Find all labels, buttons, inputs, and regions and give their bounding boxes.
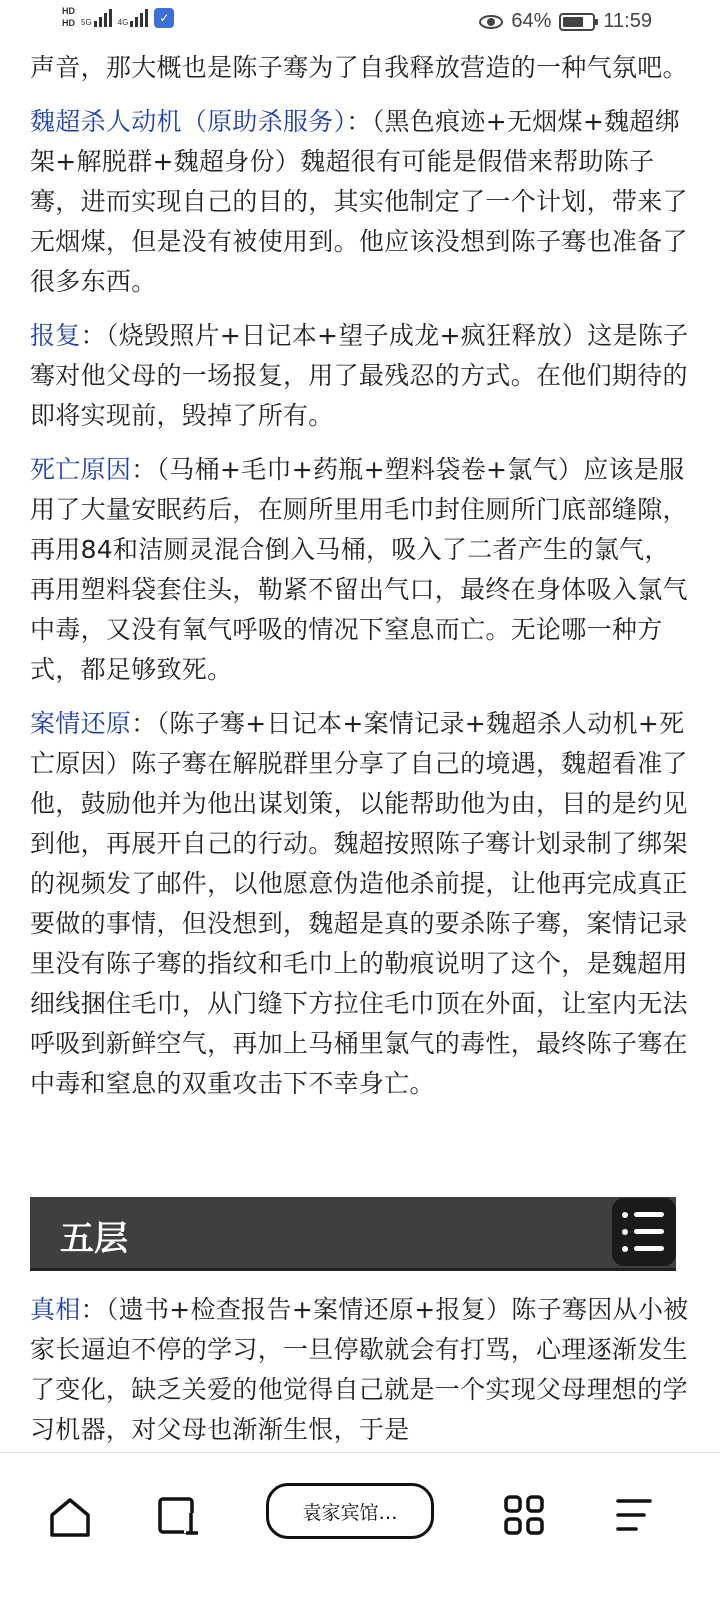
list-bullet-icon [622,1229,628,1235]
signal-bars-icon [130,9,148,27]
table-of-contents-button[interactable] [612,1198,676,1266]
section-paragraph [30,102,690,302]
current-page-tab-button[interactable] [266,1483,434,1539]
status-left [62,6,174,29]
signal-group-2 [118,9,149,27]
battery-icon [559,13,595,31]
section-body: ：（马桶+毛巾+药瓶+塑料袋卷+氯气）应该是服用了大量安眠药后，在厕所里用毛巾封住厕所门底部缝隙，再用84和洁厕灵混合倒入马桶，吸入了二者产生的氯气，再用塑料袋套住头，勒紧不留出气口，最终在身体吸入氯气中毒，又没有氧气呼吸的情况下窒息而亡。无论哪一种方式，都足够致死。 [30,455,688,684]
section-title-link[interactable]: 真相 [30,1295,81,1324]
section-paragraph [30,450,690,690]
section-header-title: 五层 [60,1219,128,1259]
intro-paragraph: 声音，那大概也是陈子骞为了自我释放营造的一种气氛吧。 [30,53,688,82]
section-paragraph [30,704,690,1104]
net-type-1: 5G [81,17,92,27]
bottom-navigation [0,1452,720,1601]
eye-comfort-icon [479,15,503,29]
section-body: ：（烧毁照片+日记本+望子成龙+疯狂释放）这是陈子骞对他父母的一场报复，用了最残忍的方式。在他们期待的即将实现前，毁掉了所有。 [30,321,689,430]
article-content [30,48,690,1118]
apps-grid-icon[interactable] [504,1495,544,1535]
tabs-icon[interactable] [158,1495,200,1535]
hd-top-label: HD [62,6,75,16]
section-title-link[interactable]: 报复 [30,321,81,350]
hd-indicator [62,6,75,29]
section-title-link[interactable]: 案情还原 [30,709,132,738]
list-bullet-icon [622,1246,628,1252]
battery-percent: 64% [511,10,552,32]
section-paragraph [30,316,690,436]
section-body: ：（黑色痕迹+无烟煤+魏超绑架+解脱群+魏超身份）魏超很有可能是假借来帮助陈子骞，进而实现自己的目的，其实他制定了一个计划，带来了无烟煤，但是没有被使用到。他应该没想到陈子骞也准备了很多东西。 [30,107,688,296]
hd-bottom-label: HD [62,18,75,28]
section-title-link[interactable]: 魏超杀人动机（原助杀服务） [30,107,347,136]
notification-app-icon: ✓ [154,8,174,28]
section-header-bar [30,1197,676,1271]
net-type-2: 4G [117,17,129,27]
current-page-title: 袁家宾馆… [302,1501,398,1524]
status-bar [0,0,720,48]
section-title-link[interactable]: 死亡原因 [30,455,132,484]
section-paragraph [30,1290,690,1450]
signal-bars-icon [94,9,112,27]
clock: 11:59 [603,10,652,32]
menu-icon[interactable] [614,1495,654,1535]
list-bullet-icon [622,1212,628,1218]
signal-group-1 [81,9,112,27]
section-body: ：（遗书+检查报告+案情还原+报复）陈子骞因从小被家长逼迫不停的学习，一旦停歇就会有打骂，心理逐渐发生了变化，缺乏关爱的他觉得自己就是一个实现父母理想的学习机器，对父母也渐渐生恨，于是 [30,1295,689,1444]
status-right [479,10,652,33]
home-icon[interactable] [48,1495,92,1539]
section-body: ：（陈子骞+日记本+案情记录+魏超杀人动机+死亡原因）陈子骞在解脱群里分享了自己的境遇，魏超看准了他，鼓励他并为他出谋划策，以能帮助他为由，目的是约见到他，再展开自己的行动。魏超按照陈子骞计划录制了绑架的视频发了邮件，以他愿意伪造他杀前提，让他再完成真正要做的事情，但没想到，魏超是真的要杀陈子骞，案情记录里没有陈子骞的指纹和毛巾上的勒痕说明了这个，是魏超用细线捆住毛巾，从门缝下方拉住毛巾顶在外面，让室内无法呼吸到新鲜空气，再加上马桶里氯气的毒性，最终陈子骞在中毒和窒息的双重攻击下不幸身亡。 [30,709,688,1098]
